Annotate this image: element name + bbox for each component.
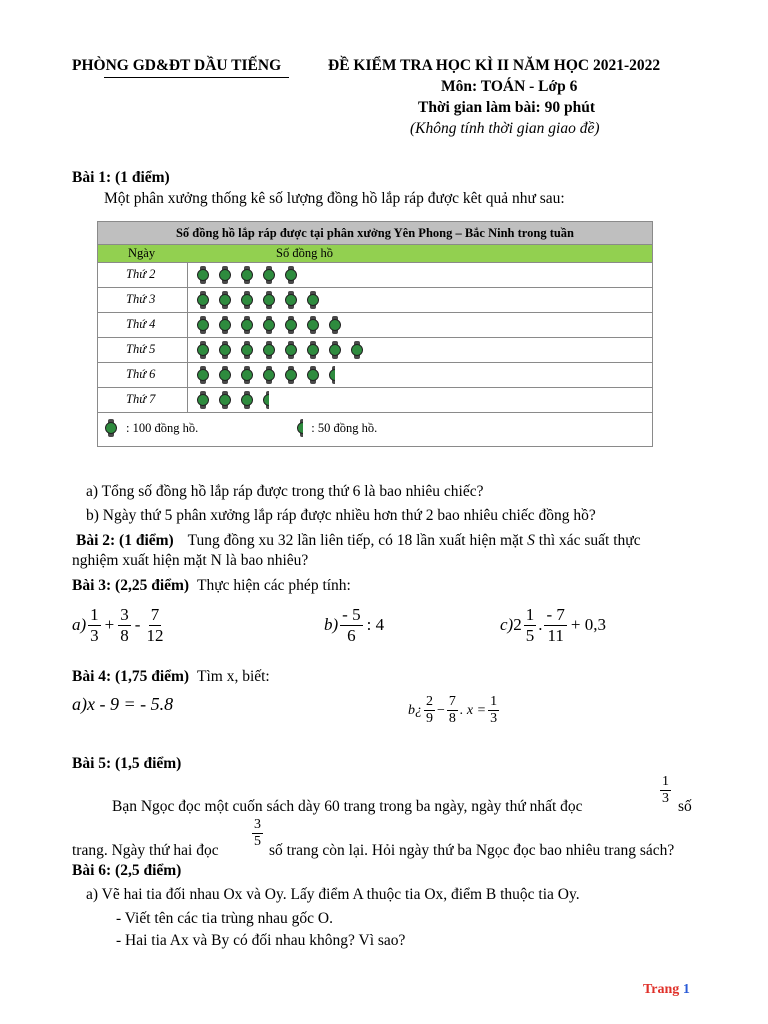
fraction: $\frac{3}{5}$	[254, 817, 261, 850]
department-name: PHÒNG GD&ĐT DẦU TIẾNG	[72, 57, 282, 74]
bai2-title: Bài 2: (1 điểm)	[76, 532, 174, 549]
clock-icon	[196, 341, 210, 359]
clock-icon	[306, 341, 320, 359]
expr-a-label: a)	[72, 694, 87, 714]
expr-c-rest: + 0,3	[570, 615, 606, 635]
table-row	[98, 263, 652, 288]
clock-icon	[196, 266, 210, 284]
clock-icon	[328, 316, 342, 334]
clock-icon	[284, 366, 298, 384]
clock-icon	[218, 316, 232, 334]
bai3-expr-a	[72, 605, 167, 645]
table-title: Số đồng hồ lắp ráp được tại phân xưởng Yên Phong – Bắc Ninh trong tuần	[98, 222, 652, 245]
clock-icon	[284, 266, 298, 284]
fraction: $\frac{- 7}{11}$	[546, 605, 565, 645]
exam-title: ĐỀ KIỂM TRA HỌC KÌ II NĂM HỌC 2021-2022	[328, 57, 661, 74]
expr-b-rest: : 4	[366, 615, 385, 635]
bai5-text2: số	[678, 798, 692, 815]
bai4-expr-a	[72, 694, 173, 715]
clock-icon	[262, 266, 276, 284]
clock-icon	[196, 366, 210, 384]
table-row	[98, 313, 652, 338]
clock-icon	[262, 316, 276, 334]
table-day-cell: Thứ 6	[98, 363, 188, 387]
bai2-s: S	[527, 532, 535, 549]
exam-note: (Không tính thời gian giao đề)	[410, 120, 600, 137]
bai4-intro: Tìm x, biết:	[196, 668, 270, 685]
table-row	[98, 363, 652, 388]
bai1-title: Bài 1: (1 điểm)	[72, 169, 170, 186]
table-count-cell	[188, 388, 277, 412]
clock-icon	[262, 366, 276, 384]
table-header-count: Số đồng hồ	[276, 246, 333, 260]
clock-icon	[328, 341, 342, 359]
bai4-heading	[72, 668, 270, 686]
bai2-line2: nghiệm xuất hiện mặt N là bao nhiêu?	[72, 552, 309, 569]
clock-icon	[306, 316, 320, 334]
table-day-cell: Thứ 2	[98, 263, 188, 287]
table-row	[98, 338, 652, 363]
bai5-fraction-1	[658, 774, 673, 807]
page-number	[643, 982, 690, 998]
clock-icon	[218, 391, 232, 409]
bai5-title: Bài 5: (1,5 điểm)	[72, 755, 182, 772]
clock-icon	[262, 341, 276, 359]
fraction: $\frac{- 5}{6}$	[342, 605, 361, 645]
half-clock-icon	[328, 366, 335, 384]
fraction: $\frac{1}{5}$	[525, 605, 535, 645]
clock-icon	[196, 391, 210, 409]
clock-icon	[284, 341, 298, 359]
operator: .	[538, 615, 543, 635]
bai2-line1	[76, 532, 641, 550]
table-count-cell	[188, 338, 372, 362]
bai3-expr-b	[324, 605, 386, 645]
clock-icon	[240, 266, 254, 284]
department-underline	[104, 77, 289, 78]
table-day-cell: Thứ 7	[98, 388, 188, 412]
half-clock-icon	[296, 419, 303, 437]
fraction: $\frac{7}{8}$	[448, 694, 456, 727]
clock-icon	[240, 316, 254, 334]
clock-icon	[284, 291, 298, 309]
expr-c-label: c)	[500, 615, 514, 635]
clock-icon	[218, 341, 232, 359]
bai1-question-b: b) Ngày thứ 5 phân xưởng lắp ráp được nhiều hơn thứ 2 bao nhiêu chiếc đồng hồ?	[86, 507, 596, 524]
clock-icon	[262, 291, 276, 309]
page-label: Trang	[643, 982, 680, 997]
bai6-title: Bài 6: (2,5 điểm)	[72, 862, 182, 879]
table-day-cell: Thứ 4	[98, 313, 188, 337]
bai3-title: Bài 3: (2,25 điểm)	[72, 577, 190, 594]
expr-a-label: a)	[72, 615, 87, 635]
fraction: $\frac{1}{3}$	[90, 605, 99, 645]
clock-icon	[240, 391, 254, 409]
bai5-fraction-2	[250, 817, 265, 850]
bai4-title: Bài 4: (1,75 điểm)	[72, 668, 190, 685]
bai5-line2-start: trang. Ngày thứ hai đọc	[72, 842, 219, 859]
table-day-cell: Thứ 3	[98, 288, 188, 312]
clock-icon	[306, 366, 320, 384]
bai1-question-a: a) Tổng số đồng hồ lắp ráp được trong thứ 6 là bao nhiêu chiếc?	[86, 483, 484, 500]
legend-full-label: : 100 đồng hồ.	[126, 420, 199, 435]
table-count-cell	[188, 313, 350, 337]
half-clock-icon	[262, 391, 269, 409]
clock-icon	[240, 341, 254, 359]
bai5-line1: Bạn Ngọc đọc một cuốn sách dày 60 trang trong ba ngày, ngày thứ nhất đọc	[112, 798, 583, 815]
bai1-intro: Một phân xưởng thống kê số lượng đồng hồ lắp ráp được kêt quả như sau:	[104, 190, 565, 207]
exam-duration: Thời gian làm bài: 90 phút	[418, 99, 595, 116]
clock-icon	[240, 291, 254, 309]
table-legend	[98, 413, 652, 443]
expr-b-label: b)	[324, 615, 339, 635]
expr-b-label: b¿	[408, 702, 422, 718]
operator: -	[134, 615, 141, 635]
bai5-line2-end: số trang còn lại. Hỏi ngày thứ ba Ngọc đọc bao nhiêu trang sách?	[269, 842, 675, 859]
table-header-day: Ngày	[128, 246, 156, 260]
table-header-row	[98, 245, 652, 263]
bai2-text1: Tung đồng xu 32 lần liên tiếp, có 18 lần xuất hiện mặt	[187, 532, 524, 549]
clock-icon	[218, 366, 232, 384]
page-num-value: 1	[682, 982, 690, 997]
fraction: $\frac{7}{12}$	[146, 605, 164, 645]
clock-icon	[284, 316, 298, 334]
expr-b-mid: . x =	[459, 702, 487, 718]
legend-half-label: : 50 đồng hồ.	[311, 420, 378, 435]
clock-icon	[218, 266, 232, 284]
table-count-cell	[188, 288, 328, 312]
clock-icon	[104, 419, 118, 437]
fraction: $\frac{3}{8}$	[120, 605, 129, 645]
clock-icon	[350, 341, 364, 359]
bai2-text2: thì xác suất thực	[538, 532, 641, 549]
bai6-part-a: a) Vẽ hai tia đối nhau Ox và Oy. Lấy điểm A thuộc tia Ox, điểm B thuộc tia Oy.	[86, 886, 580, 903]
table-row	[98, 388, 652, 413]
operator: +	[104, 615, 115, 635]
bai3-expr-c	[500, 605, 608, 645]
pictograph-table	[97, 221, 653, 447]
table-count-cell	[188, 263, 306, 287]
fraction: $\frac{1}{3}$	[662, 774, 669, 807]
fraction: $\frac{2}{9}$	[426, 694, 433, 727]
bai4-expr-b	[408, 694, 501, 727]
expr-a-body: x - 9 = - 5.8	[87, 694, 174, 714]
table-count-cell	[188, 363, 343, 387]
clock-icon	[306, 291, 320, 309]
exam-subject: Môn: TOÁN - Lớp 6	[441, 78, 578, 95]
clock-icon	[218, 291, 232, 309]
mixed-whole: 2	[513, 615, 522, 635]
operator: −	[437, 702, 445, 718]
bai6-item-1: - Viết tên các tia trùng nhau gốc O.	[116, 910, 333, 927]
bai3-heading	[72, 577, 351, 595]
table-row	[98, 288, 652, 313]
table-day-cell: Thứ 5	[98, 338, 188, 362]
bai6-item-2: - Hai tia Ax và By có đối nhau không? Vì sao?	[116, 932, 406, 949]
clock-icon	[196, 291, 210, 309]
fraction: $\frac{1}{3}$	[490, 694, 498, 727]
clock-icon	[240, 366, 254, 384]
bai3-intro: Thực hiện các phép tính:	[196, 577, 351, 594]
clock-icon	[196, 316, 210, 334]
